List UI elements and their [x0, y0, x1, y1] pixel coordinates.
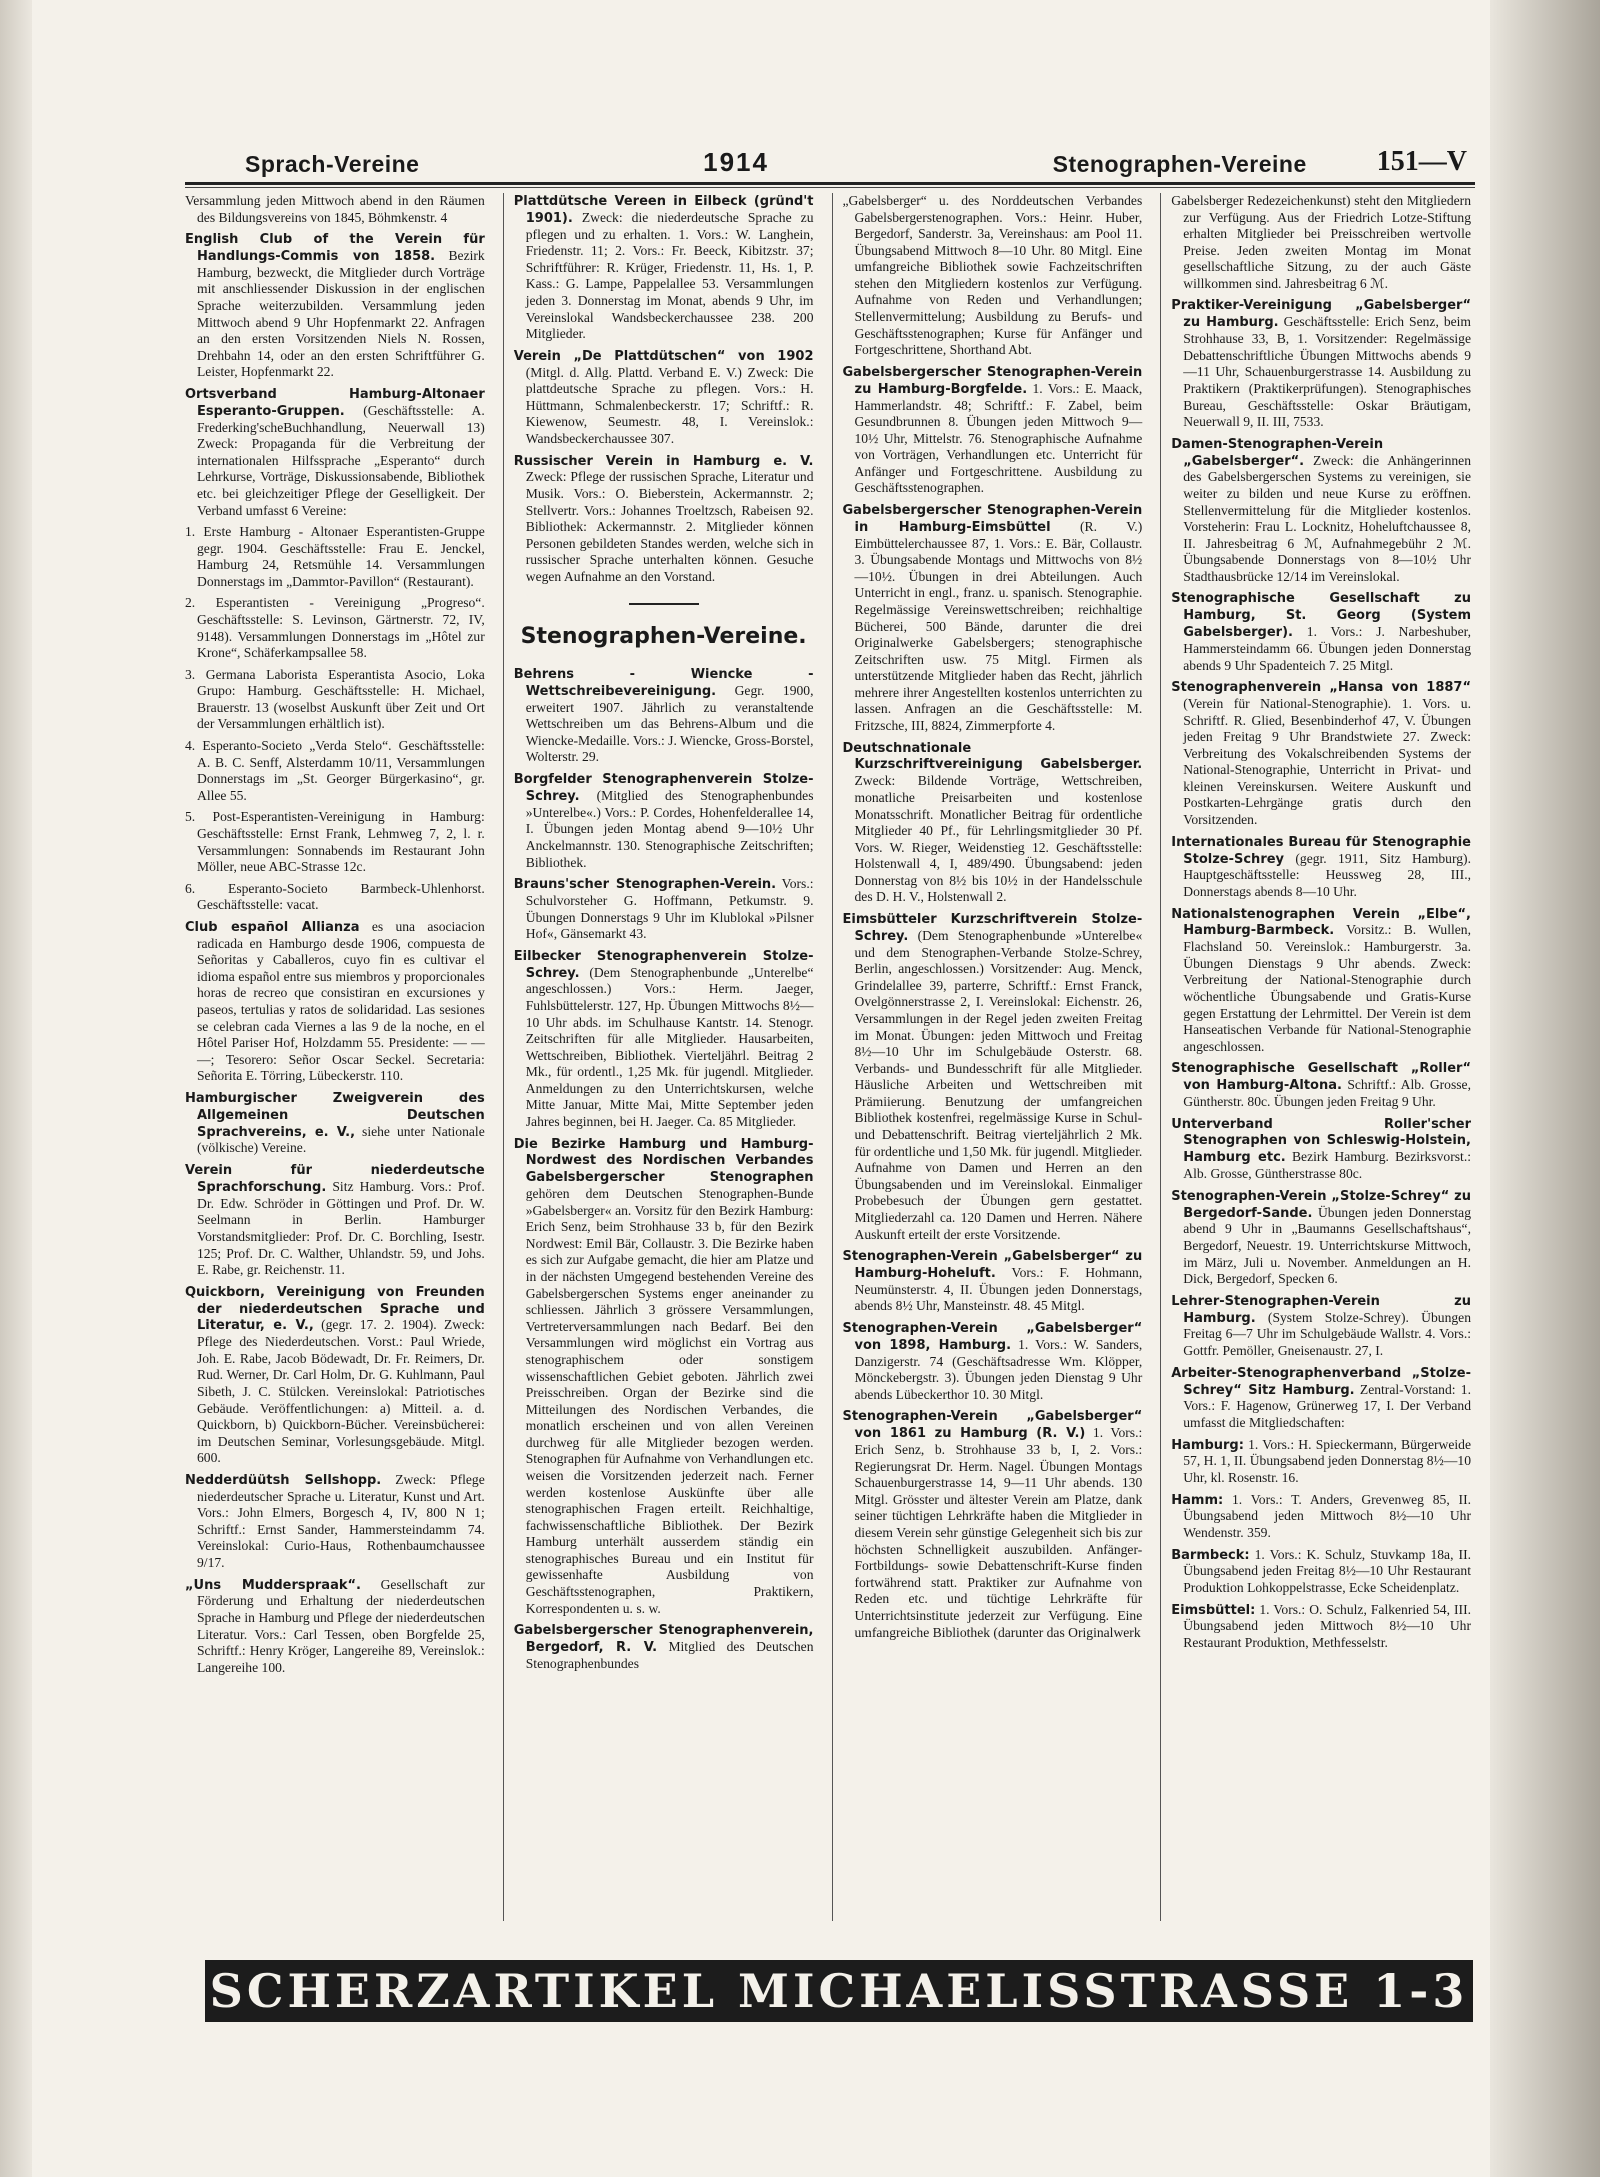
directory-entry: [843, 740, 1143, 906]
entry-name: Stenographen-Verein „Gabelsberger“ von 1861 zu Hamburg (R. V.): [842, 1409, 1143, 1442]
entry-text: (Mitglied des Stenographenbundes »Unterelbe«.) Vors.: P. Cordes, Hohenfelderallee 14, I. Übungen jeden Montag abend 9—10½ Uhr Anckelmannstr. 130. Stenographische Zeitschriften; Bibliothek.: [525, 787, 814, 870]
directory-entry: [185, 809, 485, 875]
page-edge-right: [1490, 0, 1600, 2177]
entry-name: Gabelsbergerscher Stenographen-Verein zu Hamburg-Borgfelde.: [842, 364, 1143, 397]
entry-name: Gabelsbergerscher Stenographen-Verein in Hamburg-Eimsbüttel: [842, 502, 1143, 535]
entry-text: Bezirk Hamburg. Bezirksvorst.: Alb. Grosse, Güntherstrasse 80c.: [1183, 1149, 1471, 1182]
directory-entry: [185, 595, 485, 661]
entry-text: Versammlung jeden Mittwoch abend in den Räumen des Bildungsvereins von 1845, Böhmkenstr. 4: [185, 193, 485, 225]
entry-text: 1. Erste Hamburg - Altonaer Esperantisten-Gruppe gegr. 1904. Geschäftsstelle: Frau E. Jenckel, Hamburg 24, Retsmühle 14. Versammlungen Donnerstags im „Dammtor-Pavillon“ (Restaurant).: [185, 524, 485, 589]
entry-text: Sitz Hamburg. Vors.: Prof. Dr. Edw. Schröder in Göttingen und Prof. Dr. W. Seelmann in Berlin. Hamburger Vorstandsmitglieder: Prof. Dr. C. Borchling, Isestr. 125; Prof. Dr. C. Walther, Uhlandstr. 59, und Johs. E. Rabe, gr. Reichenstr. 11.: [197, 1178, 485, 1278]
entry-name: Stenographenverein „Hansa von 1887“: [1171, 680, 1471, 696]
entry-name: Nationalstenographen Verein „Elbe“, Hamburg-Barmbeck.: [1171, 906, 1471, 939]
entry-text: 2. Esperantisten - Vereinigung „Progreso“. Geschäftsstelle: S. Levinson, Gärtnerstr. 72, IV, 9148). Versammlungen Donnerstags im „Hôtel zur Krone“, Schäferkampsallee 58.: [185, 595, 485, 661]
directory-entry: [843, 1248, 1143, 1315]
directory-entry: [185, 919, 485, 1085]
entry-name: Brauns'scher Stenographen-Verein.: [513, 877, 777, 893]
directory-entry: [1171, 1492, 1471, 1542]
entry-name: Nedderdüütsh Sellshopp.: [185, 1472, 382, 1488]
entry-name: Behrens - Wiencke - Wettschreibevereinigung.: [513, 667, 814, 699]
page-binding-edge-left: [0, 0, 32, 2177]
entry-name: Verein für niederdeutsche Sprachforschung.: [185, 1163, 485, 1195]
directory-entry: [185, 193, 485, 226]
entry-text: 1. Vors.: H. Spieckermann, Bürgerweide 57, H. 1, II. Übungsabend jeden Donnerstag 8½—10 Uhr, kl. Rosenstr. 16.: [1183, 1436, 1471, 1485]
entry-text: 5. Post-Esperantisten-Vereinigung in Hamburg: Geschäftsstelle: Ernst Frank, Lehmweg 7, 2, l. r. Versammlungen: Sonnabends im Restaurant John Möller, neue ABC-Strasse 12c.: [185, 809, 485, 875]
entry-name: Die Bezirke Hamburg und Hamburg-Nordwest des Nordischen Verbandes Gabelsbergerscher Stenographen: [513, 1136, 814, 1186]
entry-text: Vors.: F. Hohmann, Neumünsterstr. 4, II. Übungen jeden Donnerstags, abends 8½ Uhr, Mansteinstr. 48. 45 Mitgl.: [854, 1264, 1143, 1314]
column-1: [185, 193, 489, 1921]
entry-text: Schriftf.: Alb. Grosse, Güntherstr. 80c. Übungen jeden Freitag 9 Uhr.: [1183, 1077, 1471, 1109]
directory-entry: [1171, 906, 1471, 1056]
directory-entry: [843, 1320, 1143, 1403]
entry-name: Stenographische Gesellschaft zu Hamburg, St. Georg (System Gabelsberger).: [1171, 591, 1471, 641]
entry-text: 1. Vors.: J. Narbeshuber, Hammersteindamm 66. Übungen jeden Donnerstag abends 9 Uhr Spadenteich 7. 25 Mitgl.: [1183, 624, 1471, 673]
directory-entry: [514, 348, 814, 448]
entry-name: Arbeiter-Stenographenverband „Stolze-Schrey“ Sitz Hamburg.: [1171, 1365, 1471, 1398]
entry-text: 6. Esperanto-Societo Barmbeck-Uhlenhorst. Geschäftsstelle: vacat.: [185, 880, 485, 913]
directory-entry: [185, 1472, 485, 1572]
entry-text: (gegr. 17. 2. 1904). Zweck: Pflege des Niederdeutschen. Vorst.: Paul Wriede, Joh. E. Rabe, Jacob Bödewadt, Dr. Fr. Reimers, Dr. Rud. Werner, Dr. Carl Holm, Dr. G. Kuhlmann, Paul Sibeth, J. C. Stülcken. Vereinslokal: Patriotisches Gebäude. Veröffentlichungen: a) Mitteil. a. d. Quickborn, b) Quickborn-Bücher. Vereinsbücherei: im Deutschen Seminar, Vorlesungsgebäude. Mitgl. 600.: [197, 1317, 485, 1466]
directory-entry: [185, 1090, 485, 1157]
entry-text: Bezirk Hamburg, bezweckt, die Mitglieder durch Vorträge mit anschliessender Diskussion in der englischen Sprache weiterzubilden. Versammlung jeden Mittwoch abend 9 Uhr Hopfenmarkt 22. Anfragen an den ersten Vorsitzenden Niels N. Rossen, Drehbahn 14, oder an den ersten Schriftführer G. Leister, Hopfenmarkt 22.: [197, 248, 485, 380]
directory-entry: [185, 231, 485, 381]
entry-text: Mitglied des Deutschen Stenographenbundes: [525, 1639, 814, 1671]
directory-entry: [1171, 1116, 1471, 1183]
entry-text: 1. Vors.: Erich Senz, b. Strohhause 33 b, I, 2. Vors.: Regierungsrat Dr. Herm. Nagel. Übungen Montags Schauenburgerstrasse 14, 9—11 Uhr abends. 130 Mitgl. Grösster und ältester Verein am Platze, dank seiner tüchtigen Lehrkräfte haben die Mitglieder in diesem Verein sehr günstige Gelegenheit sich bis zur höchsten Schnelligkeit auszubilden. Anfänger-Fortbildungs- sowie Debattenschrift-Kurse finden fortwährend statt. Praktiker zur Aufnahme von Reden etc. und tüchtige Lehrkräfte für Unterrichtsinstitute jederzeit zur Verfügung. Eine umfangreiche Bibliothek (darunter das Originalwerk: [854, 1425, 1143, 1640]
entry-text: (Dem Stenographenbunde „Unterelbe“ angeschlossen.) Vors.: Herm. Jaeger, Fuhlsbüttelerstr. 127, Hp. Übungen Mittwochs 8½—10 Uhr abds. im Schulhause Kantstr. 14. Stenogr. Zeitschriften für alle Mitglieder. Hausarbeiten, Wettschreiben, Bibliothek. Vierteljährl. Beitrag 2 Mk., für ordentl., 1,25 Mk. für jugendl. Mitglieder. Anmeldungen zu den Unterrichtskursen, welche Mitte Januar, Mitte Mai, Mitte September jeden Jahres beginnen, bei H. Jaeger. Ca. 85 Mitglieder.: [525, 964, 814, 1130]
column-4: [1160, 193, 1475, 1921]
entry-name: Eimsbüttel:: [1171, 1602, 1256, 1618]
entry-name: Deutschnationale Kurzschriftvereinigung Gabelsberger.: [842, 740, 1143, 773]
directory-entry: [514, 771, 814, 871]
entry-text: 1. Vors.: K. Schulz, Stuvkamp 18a, II. Übungsabend jeden Freitag 8½—10 Uhr Restaurant Produktion Lohkoppelstrasse, Ecke Scheidenplatz.: [1183, 1546, 1471, 1595]
entry-name: Hamburgischer Zweigverein des Allgemeinen Deutschen Sprachvereins, e. V.,: [185, 1090, 485, 1140]
header-right-group: [1053, 146, 1467, 178]
entry-text: Zweck: Pflege niederdeutscher Sprache u. Literatur, Kunst und Art. Vors.: John Elmers, Borgesch 4, IV, 800 N 1; Schriftf.: Ernst Sander, Hammersteindamm 74. Vereinslokal: Curio-Haus, Rothenbaumchaussee 9/17.: [197, 1471, 485, 1571]
document-page: [185, 138, 1475, 2038]
entry-text: Zweck: die niederdeutsche Sprache zu pflegen und zu erhalten. 1. Vors.: W. Langhein, Friedenstr. 11; 2. Vors.: Fr. Beeck, Kibitzstr. 37; Schriftführer: R. Krüger, Friedenstr. 11, Hs. 1, P. Kass.: G. Lampe, Pappelallee 53. Versammlungen jeden 3. Donnerstag im Monat, abends 9 Uhr, im Vereinslokal Wandsbeckerchaussee 238. 200 Mitglieder.: [525, 209, 814, 342]
entry-name: Borgfelder Stenographenverein Stolze-Schrey.: [513, 772, 814, 804]
entry-text: 1. Vors.: E. Maack, Hammerlandstr. 48; Schriftf.: F. Zabel, beim Gesundbrunnen 8. Übungen jeden Mittwoch 9—10½ Uhr, Mittelstr. 76. Stenographische Aufnahme von Vorträgen, Verhandlungen etc. Unterricht für Anfänger und Fortgeschrittene. Ausbildung zu Geschäftsstenographen.: [854, 380, 1143, 496]
directory-entry: [843, 193, 1143, 359]
entry-text: (Dem Stenographenbunde »Unterelbe« und dem Stenographen-Verbande Stolze-Schrey, Berlin, angeschlossen.) Vorsitzender: Aug. Menck, Grindelallee 39, parterre, Schriftf.: Ernst Franck, Ovelgönnerstrasse 2, I. Vereinslokal: Eichenstr. 26, Versammlungen in der Regel jeden zweiten Freitag im Monat. Übungen: jeden Mittwoch und Freitag 8½—10 Uhr im Schulgebäude Osterstr. 68. Verbands- und Bundesschrift für alle Mitglieder. Häusliche Arbeiten und Wettschreiben mit Prämiierung. Benutzung der umfangreichen Bibliothek kostenfrei, regelmässige Kurse in Schul- und Debattenschrift. Beitrag vierteljährlich 2 Mk. für ordentliche und 1,50 Mk. für jugendl. Mitglieder. Aufnahme von Damen und Herren an den Übungsabenden und im Vereinslokal. Einmaliger Probebesuch der Übungen gern gestattet. Mitgliederzahl ca. 120 Damen und Herren. Nähere Auskunft erteilt der erste Vorsitzende.: [854, 927, 1143, 1242]
directory-entry: [1171, 193, 1471, 292]
directory-entry: [1171, 679, 1471, 828]
entry-text: (Verein für National-Stenographie). 1. Vors. u. Schriftf. R. Glied, Besenbinderhof 47, V. Übungen jeden Freitag 9 Uhr Brandstwiete 27. Zweck: Verbreitung des Vokalschreibenden Systems der National-Stenographie, Unterricht in Privat- und kleinen Vereinskursen. Weitere Auskunft und Postkarten-Lehrgänge gratis durch den Vorsitzenden.: [1183, 696, 1471, 828]
entry-text: (Geschäftsstelle: A. Frederking'scheBuchhandlung, Neuerwall 13) Zweck: Propaganda für die Verbreitung der internationalen Hilfssprache „Esperanto“ durch Lehrkurse, Vorträge, Diskussionsabende, Bibliothek etc. bei gleichzeitiger Pflege der Geselligkeit. Der Verband umfasst 6 Vereine:: [197, 402, 485, 518]
entry-name: Praktiker-Vereinigung „Gabelsberger“ zu Hamburg.: [1171, 298, 1471, 331]
column-3: [832, 193, 1147, 1921]
entry-name: Unterverband Roller'scher Stenographen von Schleswig-Holstein, Hamburg etc.: [1171, 1116, 1471, 1166]
entry-name: Damen-Stenographen-Verein „Gabelsberger“.: [1171, 436, 1384, 469]
entry-name: Verein „De Plattdütschen“ von 1902: [513, 348, 814, 364]
entry-text: Zweck: Bildende Vorträge, Wettschreiben, monatliche Preisarbeiten und kostenlose Monatsschrift. Monatlicher Beitrag für ordentliche Mitglieder 40 Pf., für Lehrlingsmitglieder 30 Pf. Vors. W. Rieger, Weidenstieg 12. Geschäftsstelle: Holstenwall 4, I, 489/490. Übungsabend: jeden Donnerstag von 8½ bis 10½ in der Handelsschule des D. H. V., Holstenwall 2.: [854, 773, 1143, 905]
directory-entry: [514, 948, 814, 1131]
entry-name: „Uns Mudderspraak“.: [185, 1577, 361, 1593]
advertisement-text: SCHERZARTIKEL MICHAELISSTRASSE 1-3: [209, 1964, 1469, 2018]
directory-entry: [1171, 1060, 1471, 1110]
entry-name: Stenographische Gesellschaft „Roller“ von Hamburg-Altona.: [1171, 1061, 1471, 1094]
entry-text: Gesellschaft zur Förderung und Erhaltung der niederdeutschen Sprache in Hamburg und Pflege der niederdeutschen Literatur. Vors.: Carl Tessen, oben Borgfelde 25, Schriftf.: Henry Kröger, Langereihe 89, Vereinslok.: Langereihe 100.: [197, 1576, 485, 1675]
entry-text: 3. Germana Laborista Esperantista Asocio, Loka Grupo: Hamburg. Geschäftsstelle: H. Michael, Brauerstr. 13 (woselbst Auskunft über Zeit und Ort der Versammlungen erhältlich ist).: [185, 666, 485, 732]
directory-entry: [1171, 436, 1471, 586]
directory-entry: [514, 1136, 814, 1618]
directory-entry: [1171, 1293, 1471, 1360]
directory-entry: [514, 666, 814, 766]
directory-entry: [185, 1284, 485, 1467]
entry-text: Gabelsberger Redezeichenkunst) steht den Mitgliedern zur Verfügung. Aus der Friedrich Lotze-Stiftung erhalten Mitglieder bei Preisschreiben wertvolle Preise. Jeden zweiten Montag im Monat gesellschaftliche Sitzung, zu der auch Gäste willkommen sind. Jahresbeitrag 6 ℳ.: [1171, 193, 1471, 291]
entry-text: 1. Vors.: T. Anders, Grevenweg 85, II. Übungsabend jeden Mittwoch 8½—10 Uhr Wendenstr. 359.: [1183, 1491, 1471, 1540]
page-header: [185, 138, 1475, 178]
entry-text: (gegr. 1911, Sitz Hamburg). Hauptgeschäftsstelle: Heussweg 28, III., Donnerstags abends 8—10 Uhr.: [1183, 850, 1471, 899]
directory-entry: [185, 881, 485, 914]
entry-name: Plattdütsche Vereen in Eilbeck (gründ't 1901).: [513, 194, 814, 226]
entry-name: Ortsverband Hamburg-Altonaer Esperanto-Gruppen.: [185, 386, 485, 419]
entry-name: Lehrer-Stenographen-Verein zu Hamburg.: [1171, 1293, 1471, 1326]
header-right-title: Stenographen-Vereine: [1052, 151, 1307, 177]
section-divider: [629, 603, 699, 605]
entry-name: English Club of the Verein für Handlungs-Commis von 1858.: [185, 232, 485, 265]
directory-entry: [185, 524, 485, 590]
entry-text: Gegr. 1900, erweitert 1907. Jährlich zu veranstaltende Wettschreiben um das Behrens-Album und die Wiencke-Medaille. Vors.: J. Wiencke, Gross-Borstel, Wolterstr. 29.: [525, 682, 814, 765]
directory-entry: [514, 453, 814, 586]
entry-name: Stenographen-Verein „Gabelsberger“ von 1898, Hamburg.: [842, 1320, 1143, 1353]
entry-text: 4. Esperanto-Societo „Verda Stelo“. Geschäftsstelle: A. B. C. Senff, Alsterdamm 10/11, Versammlungen Donnerstags im „St. Georger Bürgerkasino“, gr. Allee 55.: [185, 738, 485, 803]
entry-text: Übungen jeden Donnerstag abend 9 Uhr in „Baumanns Gesellschaftshaus“, Bergedorf, Neuestr. 19. Unterrichtskurse Mittwoch, im März, Juli u. November. Anmeldungen an H. Dick, Bergedorf, Specken 6.: [1183, 1204, 1471, 1287]
directory-entry: [185, 1577, 485, 1677]
directory-entry: [1171, 834, 1471, 901]
directory-entry: [185, 1162, 485, 1279]
directory-entry: [843, 911, 1143, 1243]
directory-entry: [185, 738, 485, 804]
entry-text: Zentral-Vorstand: 1. Vors.: F. Hagenow, Grünerweg 17, I. Der Verband umfasst die Mitgliedschaften:: [1183, 1381, 1471, 1430]
text-columns: [185, 193, 1475, 1921]
entry-text: 1. Vors.: O. Schulz, Falkenried 54, III. Übungsabend jeden Mittwoch 8½—10 Uhr Restaurant Produktion, Methfesselstr.: [1183, 1601, 1471, 1650]
entry-name: Eilbecker Stenographenverein Stolze-Schrey.: [513, 948, 814, 981]
entry-text: (R. V.) Eimbüttelerchaussee 87, 1. Vors.: E. Bär, Collaustr. 3. Übungsabende Montags und Mittwochs von 8½—10½. Übungen in drei Abteilungen. Auch Unterricht in engl., franz. u. spanisch. Stenographie. Regelmässige Vereinswettschreiben; reichhaltige Bücherei, 500 Bände, darunter die drei Originalwerke Gabelsbergers; stenographische Zeitschriften usw. 75 Mitgl. Firmen als unterstützende Mitglieder haben das Recht, jährlich mehrere ihrer Angestellten kostenlos unterrichten zu lassen. Anfragen an die Geschäftsstelle: M. Fritzsche, III, 8824, Zimmerpforte 4.: [854, 518, 1143, 734]
entry-text: (Mitgl. d. Allg. Plattd. Verband E. V.) Zweck: Die plattdeutsche Sprache zu pflegen. Vors.: H. Hüttmann, Schmalenbeckerstr. 17; Schriftf.: R. Kiewenow, Seumestr. 48, I. Vereinslok.: Wandsbeckerchaussee 307.: [525, 364, 814, 446]
directory-entry: [1171, 1188, 1471, 1288]
entry-name: Club español Allianza: [185, 919, 360, 935]
entry-name: Gabelsbergerscher Stenographenverein, Bergedorf, R. V.: [513, 1623, 814, 1656]
entry-name: Stenographen-Verein „Stolze-Schrey“ zu Bergedorf-Sande.: [1171, 1188, 1471, 1221]
header-left-title: Sprach-Vereine: [245, 151, 420, 177]
directory-entry: [514, 1622, 814, 1672]
directory-entry: [843, 364, 1143, 497]
entry-text: siehe unter Nationale (völkische) Vereine.: [197, 1123, 485, 1156]
directory-entry: [514, 876, 814, 943]
directory-entry: [843, 502, 1143, 735]
directory-entry: [1171, 590, 1471, 674]
entry-text: Vors.: Schulvorsteher G. Hoffmann, Petkumstr. 9. Übungen Donnerstags 9 Uhr im Klublokal »Pilsner Hof«, Gänsemarkt 43.: [525, 876, 814, 942]
entry-name: Russischer Verein in Hamburg e. V.: [513, 453, 814, 469]
entry-text: „Gabelsberger“ u. des Norddeutschen Verbandes Gabelsbergerstenographen. Vors.: Heinr. Huber, Bergedorf, Sanderstr. 3a, Vereinshaus: am Pool 11. Übungsabend Mittwoch 8—10 Uhr. 80 Mitgl. Eine umfangreiche Bibliothek sowie Fachzeitschriften stehen den Mitgliedern kostenlos zur Verfügung. Aufnahme von Reden und Verhandlungen; Stellenvermittelung; Ausbildung zu Berufs- und Geschäftsstenographen; Kurse für Anfänger und Fortgeschrittene, Shorthand Abt.: [842, 193, 1143, 358]
directory-entry: [514, 193, 814, 343]
entry-text: Geschäftsstelle: Erich Senz, beim Strohhause 33, B, 1. Vorsitzender: Regelmässige Debattenschriftliche Übungen Mittwochs abends 9—11 Uhr, Schauenburgerstrasse 14. Ausbildung zu Praktikern (Praktikerprüfungen). Stenographisches Bureau, Geschäftsstelle: Oskar Bräutigam, Neuerwall 9, II. III, 7533.: [1183, 314, 1472, 430]
directory-entry: [1171, 1602, 1471, 1652]
header-year: 1914: [703, 147, 769, 177]
directory-entry: [1171, 1547, 1471, 1597]
entry-text: Zweck: Pflege der russischen Sprache, Literatur und Musik. Vors.: O. Bieberstein, Ackermannstr. 2; Stellvertr. Vors.: Johannes Troeltzsch, Rabeisen 92. Bibliothek: Ackermannstr. 2. Mitglieder können Personen gebildeten Standes werden, welche sich in russischer Sprache unterhalten können. Gesuche wegen Aufnahme an den Vorstand.: [525, 469, 814, 584]
directory-entry: [843, 1408, 1143, 1641]
directory-entry: [1171, 1365, 1471, 1432]
section-heading: Stenographen-Vereine.: [520, 624, 807, 650]
entry-name: Internationales Bureau für Stenographie Stolze-Schrey: [1171, 834, 1471, 867]
entry-name: Eimsbütteler Kurzschriftverein Stolze-Schrey.: [842, 911, 1143, 944]
entry-text: Zweck: die Anhängerinnen des Gabelsbergerschen Systems zu vereinigen, sie weiter zu bilden und neue Kurse zu eröffnen. Stellenvermittelung für die Mitglieder kostenlos. Vorsteherin: Frau L. Locknitz, Hoheluftchaussee 8, II. Jahresbeitrag 6 ℳ, Aufnahmegebühr 2 ℳ. Übungsabende Donnerstags von 8—10½ Uhr Stadthausbrücke 12/14 im Vereinslokal.: [1183, 452, 1471, 584]
entry-name: Hamm:: [1171, 1492, 1224, 1508]
entry-text: 1. Vors.: W. Sanders, Danzigerstr. 74 (Geschäftsadresse Wm. Klöpper, Mönckebergstr. 3). Übungen jeden Dienstag 9 Uhr abends Lübeckerthor 10. 30 Mitgl.: [854, 1336, 1143, 1402]
directory-entry: [1171, 297, 1471, 430]
page-number: 151—V: [1376, 146, 1467, 177]
entry-text: gehören dem Deutschen Stenographen-Bunde »Gabelsberger« an. Vorsitz für den Bezirk Hamburg: Erich Senz, beim Strohhause 33 b, für den Bezirk Nordwest: Emil Bär, Collaustr. 3. Die Bezirke haben es sich zur Aufgabe gemacht, die hier am Platze und in der nächsten Umgegend bestehenden Vereine des Gabelsbergerschen Systems enger aneinander zu schliessen. Jährlich 3 grössere Versammlungen, Vertreterversammlungen nach Bedarf. Bei den Versammlungen wird möglichst ein Vortrag aus stenographischem oder sonstigem wissenschaftlichen Gebiet geboten. Jährlich zwei Preisschreiben. Organ der Bezirke sind die Mitteilungen des Nordischen Verbandes, die monatlich erscheinen und von allen Vereinen durchweg für alle Mitglieder bezogen werden. Stenographen für Aufnahme von Verhandlungen etc. weisen die Vorsitzenden jederzeit nach. Ferner werden kostenlose Auskünfte über alle stenographischen Fragen erteilt. Reichhaltige, fachwissenschaftliche Bibliothek. Der Bezirk Hamburg unterhält ausserdem ständig ein stenographisches Bureau und ein Institut für gewissenhafte Ausbildung von Geschäftsstenographen, Praktikern, Korrespondenten u. s. w.: [525, 1186, 814, 1616]
advertisement-banner: [205, 1960, 1473, 2022]
directory-entry: [185, 386, 485, 519]
entry-text: es una asociacion radicada en Hamburgo desde 1906, compuesta de Señoritas y Caballeros, cuyo fin es cultivar el idioma español entre sus miembros y proporcionales horas de recreo que consistiran en excursiones y paseos, tertulias y ratos de solidaridad. Las sesiones se celebran cada Viernes a las 9 de la noche, en el Hôtel Pariser Hof, Holzdamm 55. Presidente: — — —; Tesorero: Señor Oscar Seckel. Secretaria: Señorita E. Törring, Lübeckerstr. 110.: [197, 918, 485, 1084]
entry-name: Stenographen-Verein „Gabelsberger“ zu Hamburg-Hoheluft.: [842, 1249, 1143, 1281]
header-rule-thin: [185, 187, 1475, 188]
entry-text: Vorsitz.: B. Wullen, Flachsland 50. Vereinslok.: Hamburgerstr. 3a. Übungen Dienstags 9 Uhr abends. Zweck: Verbreitung der National-Stenographie durch wöchentliche Übungsabende und Gratis-Kurse gegen Erstattung der Lehrmittel. Der Verein ist dem Hanseatischen Verbande für National-Stenographie angeschlossen.: [1183, 922, 1471, 1054]
entry-name: Quickborn, Vereinigung von Freunden der niederdeutschen Sprache und Literatur, e. V.,: [185, 1284, 485, 1334]
header-rule: [185, 182, 1475, 185]
entry-name: Hamburg:: [1171, 1437, 1244, 1453]
column-2: [503, 193, 818, 1921]
directory-entry: [185, 667, 485, 733]
entry-text: (System Stolze-Schrey). Übungen Freitag 6—7 Uhr im Schulgebäude Wallstr. 4. Vors.: Gottfr. Pemöller, Gneisenaustr. 27, I.: [1183, 1309, 1471, 1359]
directory-entry: [1171, 1437, 1471, 1487]
entry-name: Barmbeck:: [1171, 1547, 1250, 1563]
